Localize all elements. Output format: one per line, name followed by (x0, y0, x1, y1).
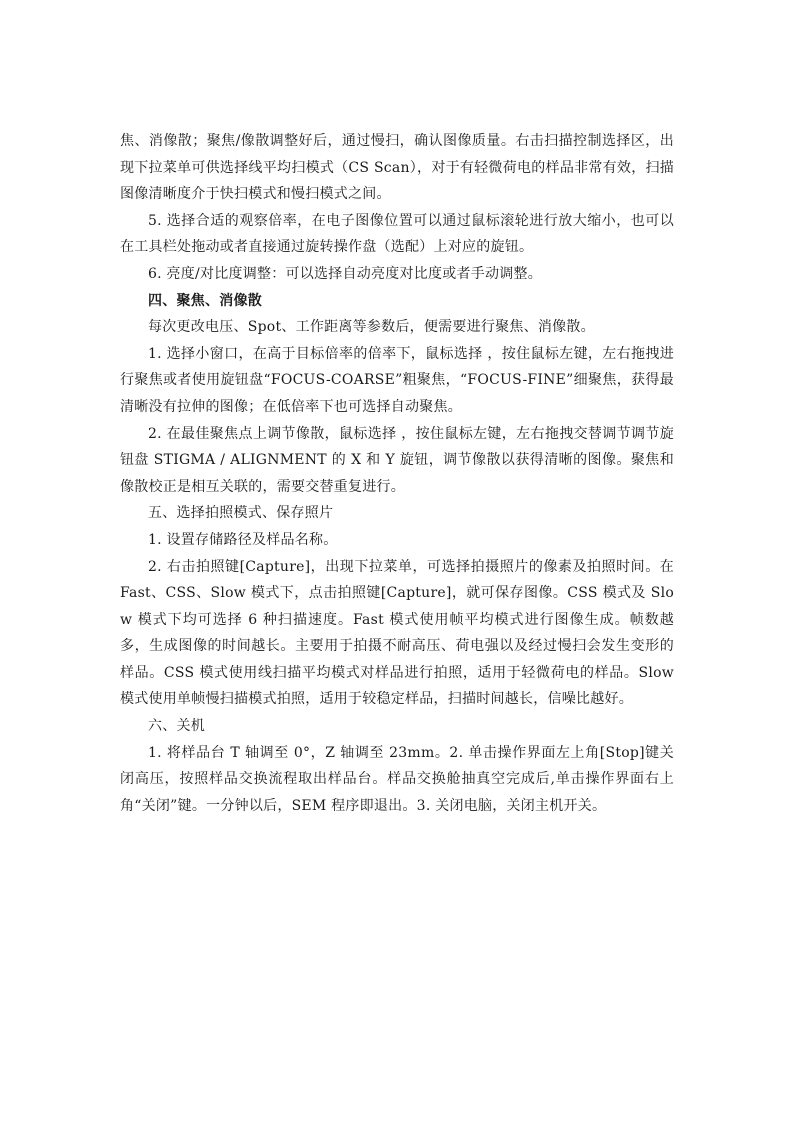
section-heading-shutdown: 六、关机 (148, 718, 205, 735)
document-page (120, 128, 674, 819)
paragraph-scan-mode: 焦、消像散；聚焦/像散调整好后，通过慢扫，确认图像质量。右击扫描控制选择区，出现下拉菜单可供选择线平均扫模式（CS Scan），对于有轻微荷电的样品非常有效，扫描图像清晰度介于快扫模式和慢扫模式之间。 (120, 133, 674, 203)
section-heading-capture: 五、选择拍照模式、保存照片 (148, 505, 334, 522)
paragraph-stigma-step-2: 2. 在最佳聚焦点上调节像散，鼠标选择 ，按住鼠标左键，左右拖拽交替调节调节旋钮盘 STIGMA / ALIGNMENT 的 X 和 Y 旋钮，调节像散以获得清晰的图像。聚焦和像散校正是相互关联的，需要交替重复进行。 (120, 425, 674, 495)
paragraph-magnification: 5. 选择合适的观察倍率，在电子图像位置可以通过鼠标滚轮进行放大缩小，也可以在工具栏处拖动或者直接通过旋转操作盘（选配）上对应的旋钮。 (120, 212, 674, 256)
paragraph-focus-intro: 每次更改电压、Spot、工作距离等参数后，便需要进行聚焦、消像散。 (148, 319, 595, 336)
paragraph-capture-step-2: 2. 右击拍照键[Capture]，出现下拉菜单，可选择拍摄照片的像素及拍照时间。在 Fast、CSS、Slow 模式下，点击拍照键[Capture]，就可保存图像。CSS 模式及 Slow 模式下均可选择 6 种扫描速度。Fast 模式使用帧平均模式进行图像生成。帧数越多，生成图像的时间越长。主要用于拍摄不耐高压、荷电强以及经过慢扫会发生变形的样品。CSS 模式使用线扫描平均模式对样品进行拍照，适用于轻微荷电的样品。Slow 模式使用单帧慢扫描模式拍照，适用于较稳定样品，扫描时间越长，信噪比越好。 (120, 558, 674, 708)
paragraph-capture-step-1: 1. 设置存储路径及样品名称。 (148, 531, 338, 548)
paragraph-focus-step-1: 1. 选择小窗口，在高于目标倍率的倍率下，鼠标选择 ，按住鼠标左键，左右拖拽进行聚焦或者使用旋钮盘“FOCUS-COARSE”粗聚焦，“FOCUS-FINE”细聚焦，获得最清晰没有拉伸的图像；在低倍率下也可选择自动聚焦。 (120, 345, 674, 415)
paragraph-shutdown-steps: 1. 将样品台 T 轴调至 0°，Z 轴调至 23mm。2. 单击操作界面左上角[Stop]键关闭高压，按照样品交换流程取出样品台。样品交换舱抽真空完成后,单击操作界面右上角“关闭”键。一分钟以后，SEM 程序即退出。3. 关闭电脑，关闭主机开关。 (120, 744, 674, 814)
section-heading-focus-stigma: 四、聚焦、消像散 (148, 292, 262, 309)
paragraph-brightness-contrast: 6. 亮度/对比度调整：可以选择自动亮度对比度或者手动调整。 (148, 265, 543, 282)
